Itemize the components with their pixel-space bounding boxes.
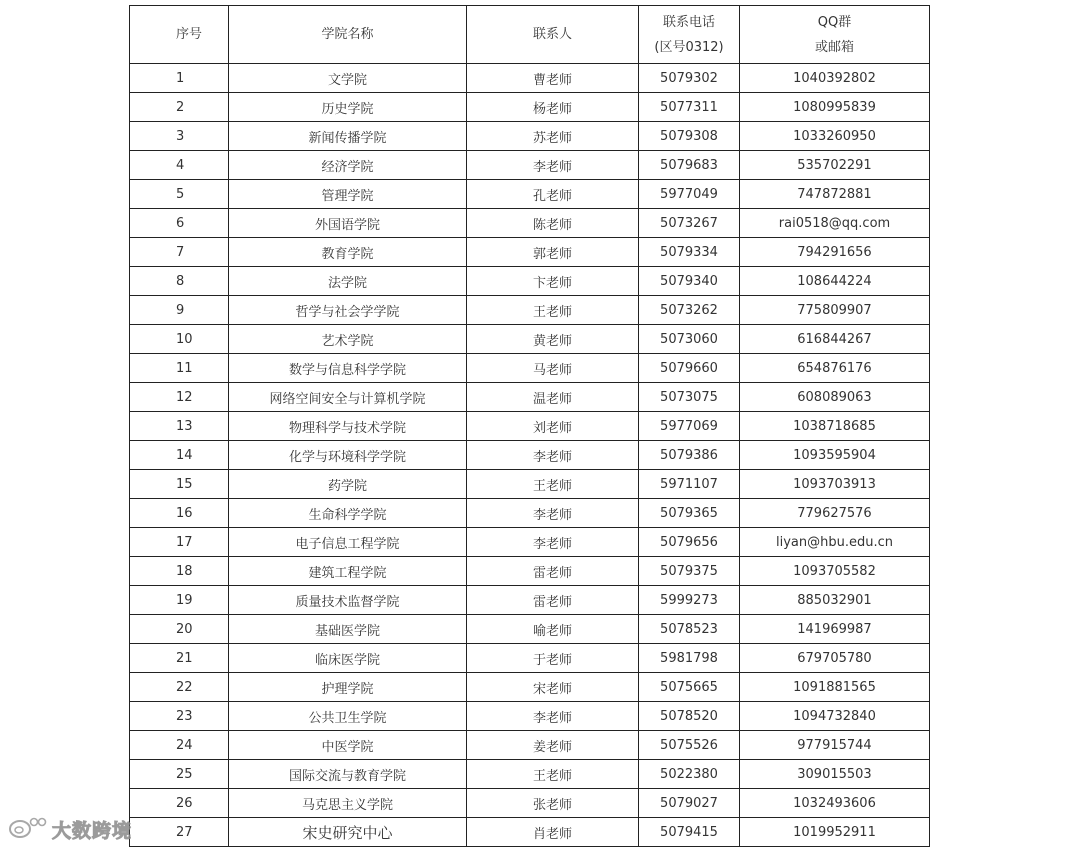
row-contact: 曹老师 xyxy=(467,64,639,93)
row-phone: 5079340 xyxy=(639,267,740,296)
row-contact: 陈老师 xyxy=(467,209,639,238)
header-qq-line2: 或邮箱 xyxy=(814,39,854,55)
row-index: 23 xyxy=(130,702,229,731)
row-phone: 5075526 xyxy=(639,731,740,760)
row-contact: 卞老师 xyxy=(467,267,639,296)
row-phone: 5079334 xyxy=(639,238,740,267)
row-index: 22 xyxy=(130,673,229,702)
row-index: 9 xyxy=(130,296,229,325)
row-phone: 5999273 xyxy=(639,586,740,615)
row-qq-or-email: 747872881 xyxy=(740,180,930,209)
college-contacts-table xyxy=(129,5,930,847)
row-qq-or-email: 779627576 xyxy=(740,499,930,528)
table-row xyxy=(130,296,930,325)
row-qq-or-email: 1033260950 xyxy=(740,122,930,151)
row-phone: 5079683 xyxy=(639,151,740,180)
table-row xyxy=(130,64,930,93)
row-college: 文学院 xyxy=(229,64,467,93)
row-college: 数学与信息科学学院 xyxy=(229,354,467,383)
row-phone: 5079375 xyxy=(639,557,740,586)
row-contact: 于老师 xyxy=(467,644,639,673)
row-contact: 李老师 xyxy=(467,499,639,528)
row-college: 历史学院 xyxy=(229,93,467,122)
table-row xyxy=(130,180,930,209)
row-phone: 5077311 xyxy=(639,93,740,122)
row-qq-or-email: 1094732840 xyxy=(740,702,930,731)
row-qq-or-email: 775809907 xyxy=(740,296,930,325)
row-contact: 黄老师 xyxy=(467,325,639,354)
table-row xyxy=(130,238,930,267)
table-row xyxy=(130,557,930,586)
row-contact: 雷老师 xyxy=(467,586,639,615)
row-college: 外国语学院 xyxy=(229,209,467,238)
row-contact: 刘老师 xyxy=(467,412,639,441)
row-qq-or-email: 1093705582 xyxy=(740,557,930,586)
row-index: 8 xyxy=(130,267,229,296)
row-qq-or-email: 654876176 xyxy=(740,354,930,383)
watermark-text: 大数跨境 xyxy=(52,819,133,842)
table-header-row xyxy=(130,6,930,64)
row-qq-or-email: 1040392802 xyxy=(740,64,930,93)
row-qq-or-email: 1019952911 xyxy=(740,818,930,847)
table-row xyxy=(130,325,930,354)
table-row xyxy=(130,470,930,499)
row-college: 物理科学与技术学院 xyxy=(229,412,467,441)
row-qq-or-email: 1080995839 xyxy=(740,93,930,122)
row-phone: 5079660 xyxy=(639,354,740,383)
row-phone: 5079308 xyxy=(639,122,740,151)
row-qq-or-email: 141969987 xyxy=(740,615,930,644)
row-qq-or-email: 108644224 xyxy=(740,267,930,296)
table-row xyxy=(130,151,930,180)
row-phone: 5073262 xyxy=(639,296,740,325)
weibo-logo-icon xyxy=(8,814,48,844)
table-row xyxy=(130,586,930,615)
table-row xyxy=(130,760,930,789)
row-college: 管理学院 xyxy=(229,180,467,209)
header-phone-line1: 联系电话 xyxy=(662,14,715,30)
table-row xyxy=(130,122,930,151)
row-qq-or-email: 1093595904 xyxy=(740,441,930,470)
row-college: 艺术学院 xyxy=(229,325,467,354)
row-index: 24 xyxy=(130,731,229,760)
row-index: 19 xyxy=(130,586,229,615)
row-contact: 杨老师 xyxy=(467,93,639,122)
row-qq-or-email: 535702291 xyxy=(740,151,930,180)
row-contact: 郭老师 xyxy=(467,238,639,267)
row-phone: 5079415 xyxy=(639,818,740,847)
row-phone: 5078520 xyxy=(639,702,740,731)
row-qq-or-email: rai0518@qq.com xyxy=(740,209,930,238)
row-college: 电子信息工程学院 xyxy=(229,528,467,557)
row-index: 16 xyxy=(130,499,229,528)
row-index: 12 xyxy=(130,383,229,412)
table-row xyxy=(130,789,930,818)
row-qq-or-email: 977915744 xyxy=(740,731,930,760)
row-index: 17 xyxy=(130,528,229,557)
row-phone: 5981798 xyxy=(639,644,740,673)
row-qq-or-email: 1091881565 xyxy=(740,673,930,702)
table-row xyxy=(130,412,930,441)
row-college: 公共卫生学院 xyxy=(229,702,467,731)
row-qq-or-email: liyan@hbu.edu.cn xyxy=(740,528,930,557)
row-contact: 李老师 xyxy=(467,702,639,731)
row-college: 法学院 xyxy=(229,267,467,296)
table-row xyxy=(130,383,930,412)
row-college: 哲学与社会学学院 xyxy=(229,296,467,325)
row-qq-or-email: 1032493606 xyxy=(740,789,930,818)
row-qq-or-email: 616844267 xyxy=(740,325,930,354)
row-phone: 5977069 xyxy=(639,412,740,441)
row-college: 新闻传播学院 xyxy=(229,122,467,151)
header-phone xyxy=(639,6,740,64)
table-row xyxy=(130,209,930,238)
row-contact: 王老师 xyxy=(467,760,639,789)
row-contact: 张老师 xyxy=(467,789,639,818)
header-qq xyxy=(740,6,930,64)
row-college: 教育学院 xyxy=(229,238,467,267)
row-phone: 5073075 xyxy=(639,383,740,412)
table-row xyxy=(130,499,930,528)
row-index: 27 xyxy=(130,818,229,847)
row-phone: 5079365 xyxy=(639,499,740,528)
table-row xyxy=(130,267,930,296)
header-college: 学院名称 xyxy=(229,6,467,64)
row-contact: 李老师 xyxy=(467,441,639,470)
row-college: 临床医学院 xyxy=(229,644,467,673)
table-row xyxy=(130,354,930,383)
table-row xyxy=(130,615,930,644)
row-index: 13 xyxy=(130,412,229,441)
row-index: 1 xyxy=(130,64,229,93)
table-row xyxy=(130,93,930,122)
table-row xyxy=(130,528,930,557)
row-college: 网络空间安全与计算机学院 xyxy=(229,383,467,412)
row-contact: 肖老师 xyxy=(467,818,639,847)
header-index: 序号 xyxy=(130,6,229,64)
table-row xyxy=(130,673,930,702)
row-phone: 5971107 xyxy=(639,470,740,499)
row-phone: 5977049 xyxy=(639,180,740,209)
header-phone-line2: (区号0312) xyxy=(654,39,724,55)
row-contact: 宋老师 xyxy=(467,673,639,702)
row-index: 10 xyxy=(130,325,229,354)
row-contact: 姜老师 xyxy=(467,731,639,760)
row-index: 4 xyxy=(130,151,229,180)
row-contact: 温老师 xyxy=(467,383,639,412)
row-phone: 5073267 xyxy=(639,209,740,238)
row-index: 11 xyxy=(130,354,229,383)
row-contact: 王老师 xyxy=(467,296,639,325)
row-qq-or-email: 679705780 xyxy=(740,644,930,673)
watermark xyxy=(8,813,132,845)
row-phone: 5075665 xyxy=(639,673,740,702)
row-index: 14 xyxy=(130,441,229,470)
row-phone: 5073060 xyxy=(639,325,740,354)
row-contact: 李老师 xyxy=(467,528,639,557)
row-college: 中医学院 xyxy=(229,731,467,760)
table-row xyxy=(130,644,930,673)
row-phone: 5022380 xyxy=(639,760,740,789)
row-index: 6 xyxy=(130,209,229,238)
row-college: 化学与环境科学学院 xyxy=(229,441,467,470)
row-college: 护理学院 xyxy=(229,673,467,702)
row-qq-or-email: 608089063 xyxy=(740,383,930,412)
row-index: 20 xyxy=(130,615,229,644)
row-phone: 5079656 xyxy=(639,528,740,557)
row-index: 3 xyxy=(130,122,229,151)
table-row xyxy=(130,731,930,760)
row-qq-or-email: 1038718685 xyxy=(740,412,930,441)
row-college: 经济学院 xyxy=(229,151,467,180)
row-contact: 苏老师 xyxy=(467,122,639,151)
row-college: 国际交流与教育学院 xyxy=(229,760,467,789)
row-index: 2 xyxy=(130,93,229,122)
row-index: 25 xyxy=(130,760,229,789)
row-qq-or-email: 1093703913 xyxy=(740,470,930,499)
header-qq-line1: QQ群 xyxy=(817,14,852,30)
row-college: 马克思主义学院 xyxy=(229,789,467,818)
row-phone: 5079302 xyxy=(639,64,740,93)
row-college: 质量技术监督学院 xyxy=(229,586,467,615)
row-contact: 王老师 xyxy=(467,470,639,499)
row-college: 建筑工程学院 xyxy=(229,557,467,586)
row-index: 5 xyxy=(130,180,229,209)
header-contact: 联系人 xyxy=(467,6,639,64)
row-index: 7 xyxy=(130,238,229,267)
row-qq-or-email: 309015503 xyxy=(740,760,930,789)
row-college: 药学院 xyxy=(229,470,467,499)
row-qq-or-email: 794291656 xyxy=(740,238,930,267)
row-contact: 喻老师 xyxy=(467,615,639,644)
table-row xyxy=(130,441,930,470)
table-row xyxy=(130,702,930,731)
row-index: 18 xyxy=(130,557,229,586)
row-contact: 马老师 xyxy=(467,354,639,383)
row-college: 基础医学院 xyxy=(229,615,467,644)
row-index: 26 xyxy=(130,789,229,818)
table-row xyxy=(130,818,930,847)
row-phone: 5079386 xyxy=(639,441,740,470)
row-index: 15 xyxy=(130,470,229,499)
row-phone: 5079027 xyxy=(639,789,740,818)
row-contact: 孔老师 xyxy=(467,180,639,209)
row-phone: 5078523 xyxy=(639,615,740,644)
row-index: 21 xyxy=(130,644,229,673)
row-college: 宋史研究中心 xyxy=(229,818,467,847)
row-qq-or-email: 885032901 xyxy=(740,586,930,615)
row-contact: 李老师 xyxy=(467,151,639,180)
row-contact: 雷老师 xyxy=(467,557,639,586)
row-college: 生命科学学院 xyxy=(229,499,467,528)
